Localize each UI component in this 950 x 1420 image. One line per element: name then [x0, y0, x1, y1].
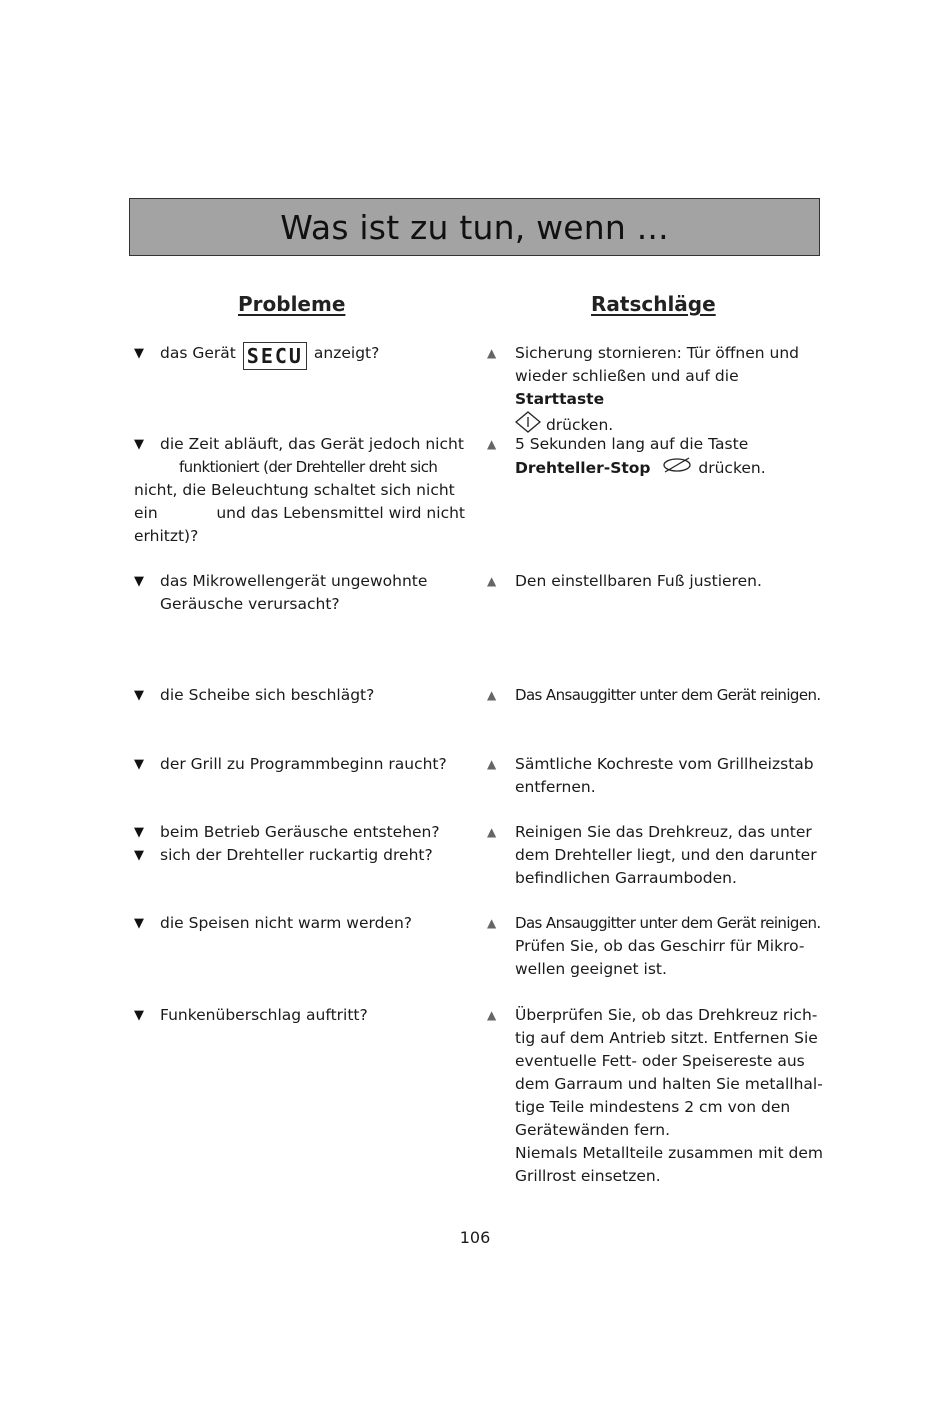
problem-bullet: ▼: [134, 437, 144, 452]
advice-6: Reinigen Sie das Drehkreuz, das unter dem Drehteller liegt, und den darunter befindlichen Garraumboden.: [515, 823, 817, 887]
problem-3: das Mikrowellengerät ungewohnte Geräusche verursacht?: [160, 572, 428, 613]
problem-1: das Gerät SECU anzeigt?: [160, 344, 380, 368]
problem-bullet: ▼: [134, 688, 144, 703]
advice-3: Den einstellbaren Fuß justieren.: [515, 572, 762, 590]
advice-bullet: ▲: [487, 346, 497, 360]
advice-5: Sämtliche Kochreste vom Grillheizstab entfernen.: [515, 755, 814, 796]
problem-bullet: ▼: [134, 1008, 144, 1023]
advice-header: Ratschläge: [591, 292, 716, 316]
problem-2: die Zeit abläuft, das Gerät jedoch nicht funktioniert (der Drehteller dreht sich nicht, die Beleuchtung schaltet sich nicht ein und das Lebensmittel wird nicht erhitzt)?: [134, 435, 465, 545]
advice-2: 5 Sekunden lang auf die Taste Drehteller-Stop drücken.: [515, 433, 825, 481]
advice-bullet: ▲: [487, 757, 497, 771]
advice-bullet: ▲: [487, 916, 497, 930]
problem-bullet: ▼: [134, 574, 144, 589]
problem-bullet: ▼: [134, 916, 144, 931]
problem-5: der Grill zu Programmbeginn raucht?: [160, 755, 447, 773]
advice-1: Sicherung stornieren: Tür öffnen und wieder schließen und auf die Starttaste drücken.: [515, 342, 825, 440]
secu-display: SECU: [243, 342, 307, 370]
problem-bullet: ▼: [134, 848, 144, 863]
problem-6: beim Betrieb Geräusche entstehen? sich der Drehteller ruckartig dreht?: [160, 823, 440, 864]
advice-bullet: ▲: [487, 688, 497, 702]
advice-bullet: ▲: [487, 1008, 497, 1022]
problem-7: die Speisen nicht warm werden?: [160, 914, 413, 932]
page-title: Was ist zu tun, wenn ...: [280, 207, 669, 247]
advice-4: Das Ansauggitter unter dem Gerät reinigen.: [515, 686, 821, 704]
problems-header: Probleme: [238, 292, 346, 316]
problem-bullet: ▼: [134, 825, 144, 840]
advice-8: Überprüfen Sie, ob das Drehkreuz rich- tig auf dem Antrieb sitzt. Entfernen Sie eventuelle Fett- oder Speisereste aus dem Garraum und halten Sie metallhal- tige Teile mindestens 2 cm von den Gerätewänden fern. Niemals Metallteile zusammen mit dem Grillrost einsetzen.: [515, 1006, 824, 1185]
problem-4: die Scheibe sich beschlägt?: [160, 686, 375, 704]
advice-bullet: ▲: [487, 825, 497, 839]
advice-bullet: ▲: [487, 437, 497, 451]
advice-7: Das Ansauggitter unter dem Gerät reinigen. Prüfen Sie, ob das Geschirr für Mikro- wellen geeignet ist.: [515, 914, 821, 978]
problem-8: Funkenüberschlag auftritt?: [160, 1006, 368, 1024]
turntable-stop-icon: [661, 456, 693, 481]
title-banner: [129, 198, 820, 256]
page-number: 106: [459, 1228, 491, 1247]
problem-bullet: ▼: [134, 346, 144, 361]
advice-bullet: ▲: [487, 574, 497, 588]
problem-bullet: ▼: [134, 757, 144, 772]
